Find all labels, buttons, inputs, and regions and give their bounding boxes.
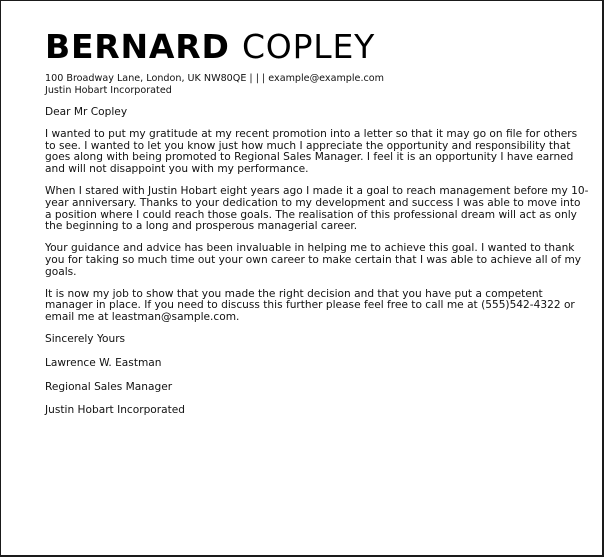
signer-company: Justin Hobart Incorporated xyxy=(45,404,186,417)
signer-name: Lawrence W. Eastman xyxy=(45,356,162,369)
paragraph-1: I wanted to put my gratitude at my recent promotion into a letter so that it may go on file for others to see. I wanted to let you know just how much I appreciate the opportunity and responsibility that goes along with being promoted to Regional Sales Manager. I feel it is an opportunity I have earned and will not disappoint you with my performance. xyxy=(45,127,578,176)
letter-body xyxy=(45,107,590,429)
signer-title: Regional Sales Manager xyxy=(45,380,173,393)
sender-contact-block xyxy=(45,73,384,97)
sender-address-line: 100 Broadway Lane, London, UK NW80QE | | | example@example.com xyxy=(45,73,384,84)
sender-company-line: Justin Hobart Incorporated xyxy=(45,85,172,96)
paragraph-2: When I stared with Justin Hobart eight years ago I made it a goal to reach management before my 10-year anniversary. Thanks to your dedication to my development and success I was able to move into a position where I could reach those goals. The realisation of this professional dream will act as only the beginning to a long and prosperous managerial career. xyxy=(45,184,589,233)
paragraph-4: It is now my job to show that you made the right decision and that you have put a competent manager in place. If you need to discuss this further please feel free to call me at (555)542-4322 or email me at leastman@sample.com. xyxy=(45,287,575,324)
salutation: Dear Mr Copley xyxy=(45,106,128,118)
paragraph-3: Your guidance and advice has been invaluable in helping me to achieve this goal. I wanted to thank you for taking so much time out your own career to make certain that I was able to achieve all of my goals. xyxy=(45,242,582,278)
sender-name xyxy=(45,27,375,67)
sender-first-name: BERNARD xyxy=(45,27,230,66)
sender-last-name: COPLEY xyxy=(241,27,376,66)
closing: Sincerely Yours xyxy=(45,332,126,345)
